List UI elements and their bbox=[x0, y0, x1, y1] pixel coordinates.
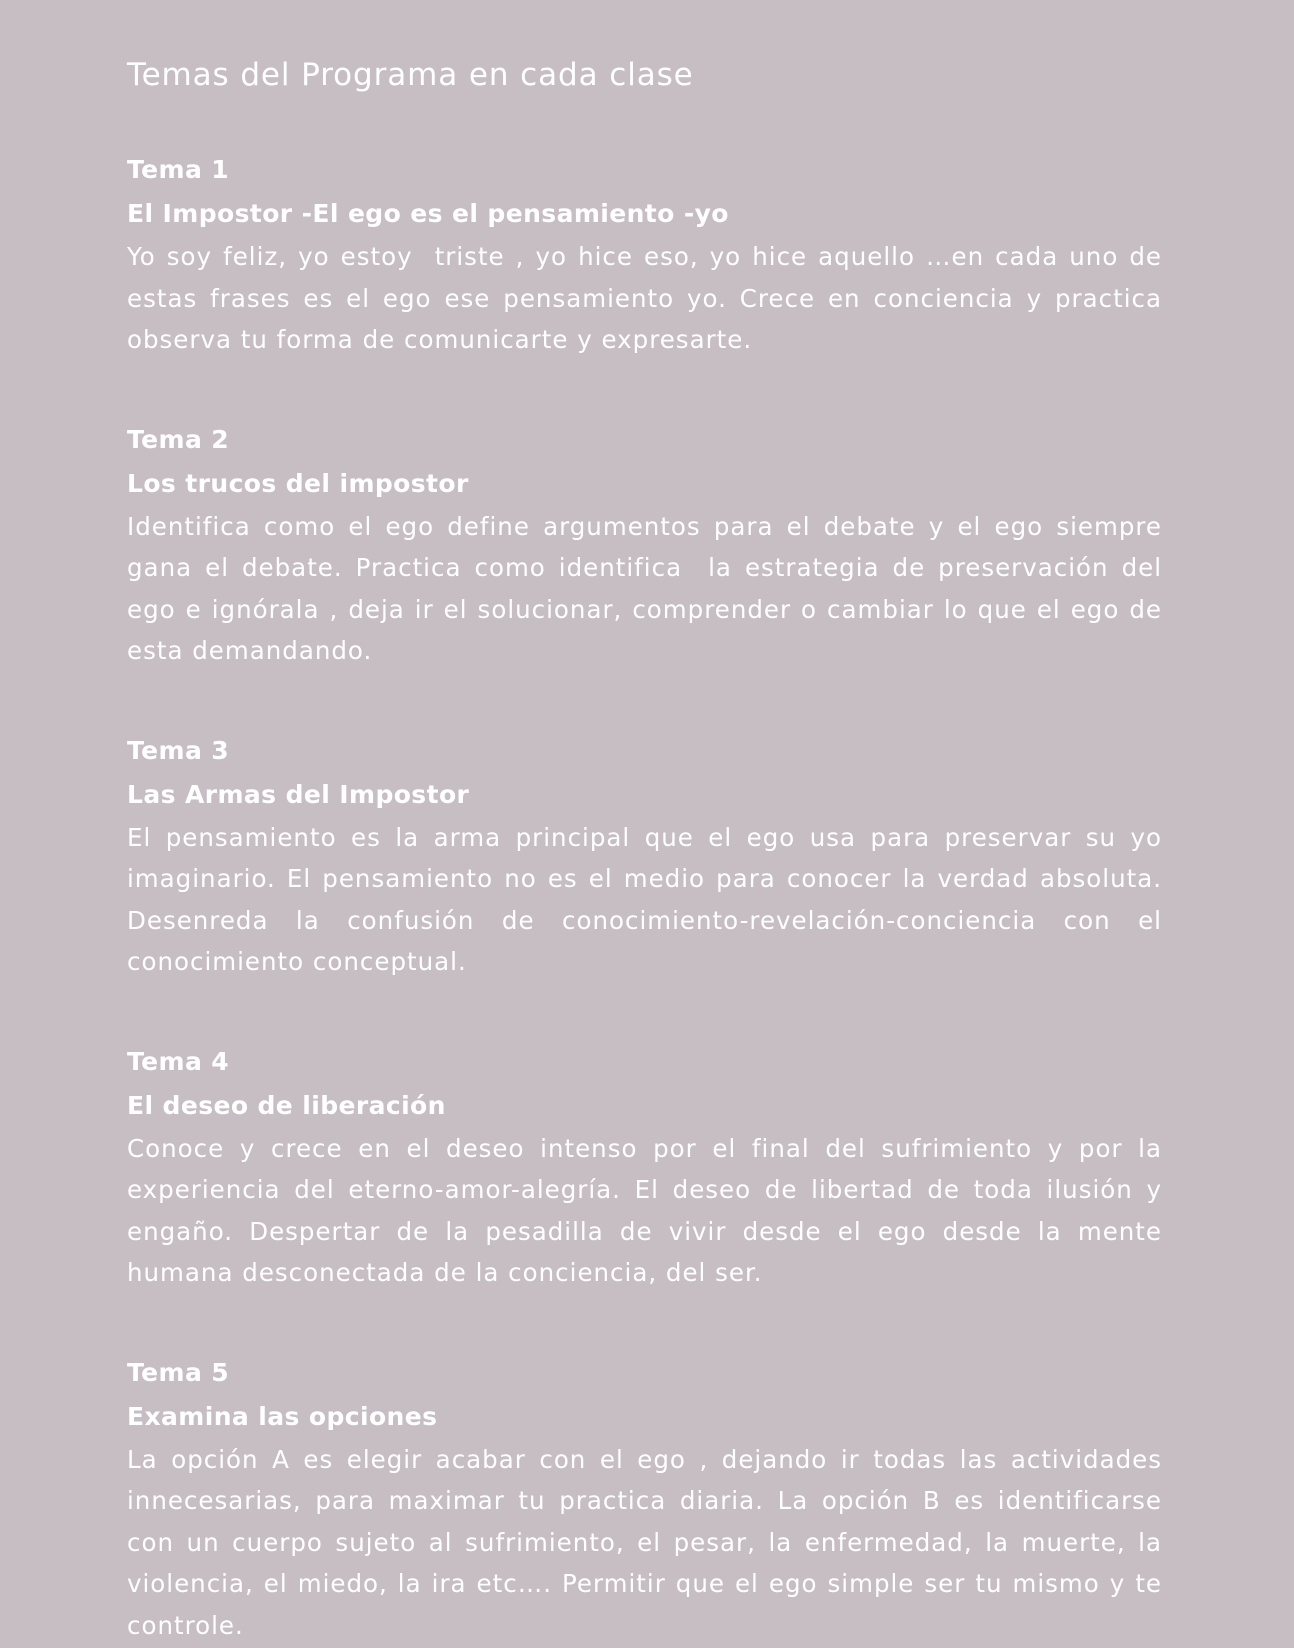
topic-number: Tema 4 bbox=[127, 1046, 230, 1076]
topic-title: Las Armas del Impostor bbox=[127, 779, 470, 809]
topic-number: Tema 3 bbox=[127, 735, 230, 765]
topic-section-1 bbox=[127, 148, 1171, 361]
topic-description: La opción A es elegir acabar con el ego , dejando ir todas las actividades innecesarias, para maximar tu practica diaria. La opción B es identificarse con un cuerpo sujeto al sufrimiento, el pesar, la enfermedad, la muerte, la violencia, el miedo, la ira etc…. Permitir que el ego simple ser tu mismo y te controle. bbox=[127, 1444, 1171, 1640]
topic-number: Tema 1 bbox=[127, 155, 230, 184]
topic-section-5 bbox=[127, 1351, 1171, 1647]
topic-section-4 bbox=[127, 1040, 1171, 1294]
page-title: Temas del Programa en cada clase bbox=[127, 57, 694, 93]
topic-title: Examina las opciones bbox=[127, 1401, 438, 1431]
topic-title: El deseo de liberación bbox=[127, 1090, 446, 1120]
topic-section-2 bbox=[127, 418, 1171, 672]
topic-description: El pensamiento es la arma principal que el ego usa para preservar su yo imaginario. El pensamiento no es el medio para conocer la verdad absoluta. Desenreda la confusión de conocimiento-revelación-conciencia con el conocimiento conceptual. bbox=[127, 822, 1171, 976]
topic-description: Identifica como el ego define argumentos para el debate y el ego siempre gana el debate. Practica como identifica la estrategia de preservación del ego e ignórala , deja ir el solucionar, comprender o cambiar lo que el ego de esta demandando. bbox=[127, 511, 1171, 665]
topic-description: Yo soy feliz, yo estoy triste , yo hice eso, yo hice aquello …en cada uno de estas frases es el ego ese pensamiento yo. Crece en conciencia y practica observa tu forma de comunicarte y expresarte. bbox=[127, 242, 1171, 354]
topic-description: Conoce y crece en el deseo intenso por el final del sufrimiento y por la experiencia del eterno-amor-alegría. El deseo de libertad de toda ilusión y engaño. Despertar de la pesadilla de vivir desde el ego desde la mente humana desconectada de la conciencia, del ser. bbox=[127, 1133, 1171, 1287]
topic-number: Tema 5 bbox=[127, 1357, 230, 1387]
topic-section-3 bbox=[127, 729, 1171, 983]
topic-title: Los trucos del impostor bbox=[127, 468, 469, 498]
topic-list bbox=[127, 148, 1171, 1646]
topic-number: Tema 2 bbox=[127, 424, 230, 454]
topic-title: El Impostor -El ego es el pensamiento -yo bbox=[127, 199, 729, 228]
